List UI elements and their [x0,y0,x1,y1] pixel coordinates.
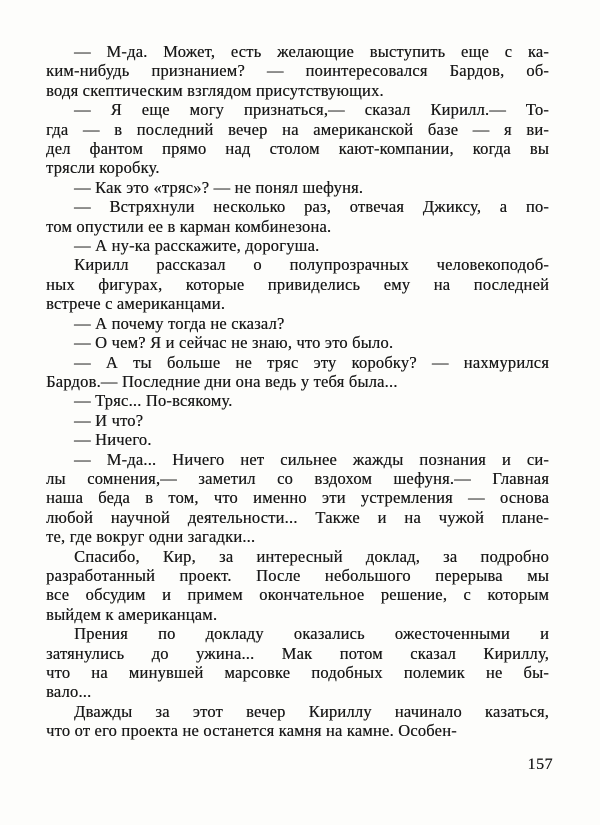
text-line: выйдем к американцам. [46,604,218,624]
text-line: что от его проекта не останется камня на камне. Особен- [46,721,457,741]
paragraph [46,624,549,702]
text-line: — Как это «тряс»? — не понял шефуня. [74,177,364,197]
text-line: — А ну-ка расскажите, дорогуша. [74,236,320,256]
text-line: водя скептическим взглядом присутствующих. [46,80,384,100]
paragraph [46,702,549,741]
text-line: те, где вокруг одни загадки... [46,527,256,547]
paragraph [46,430,549,449]
text-line: — М-да... Ничего нет сильнее жажды познания и си- [74,449,549,469]
paragraph [46,391,549,410]
paragraph [46,100,549,178]
text-line: — А почему тогда не сказал? [74,313,285,333]
paragraph [46,42,549,100]
text-line: затянулись до ужина... Мак потом сказал Кириллу, [46,643,549,663]
text-line: — О чем? Я и сейчас не знаю, что это было. [74,333,394,353]
text-line: лы сомнения,— заметил со вздохом шефуня.— Главная [46,468,549,488]
paragraph [46,236,549,255]
paragraph [46,547,549,625]
text-line: Кирилл рассказал о полупрозрачных человекоподоб- [74,255,549,275]
text-line: том опустили ее в карман комбинезона. [46,216,332,236]
paragraph [46,450,549,547]
text-line: Прения по докладу оказались ожесточенными и [74,624,549,644]
paragraph [46,197,549,236]
text-line: встрече с американцами. [46,294,226,314]
page-number: 157 [527,756,553,773]
text-line: наша беда в том, что именно эти устремления — основа [46,488,549,508]
text-line: — Ничего. [74,430,152,450]
paragraph [46,178,549,197]
paragraph [46,411,549,430]
paragraph [46,255,549,313]
text-line: — Я еще могу признаться,— сказал Кирилл.— То- [74,100,549,120]
paragraph [46,314,549,333]
text-line: вало... [46,682,92,702]
text-line: что на минувшей марсовке подобных полемик не бы- [46,663,549,682]
text-line: трясли коробку. [46,158,160,178]
text-line: все обсудим и примем окончательное решение, с которым [46,585,549,605]
page-text-block [46,42,549,741]
text-line: Дважды за этот вечер Кириллу начинало казаться, [74,701,549,721]
text-line: — Тряс... По-всякому. [74,391,233,411]
paragraph [46,333,549,352]
text-line: — Встряхнули несколько раз, отвечая Джиксу, а по- [74,197,549,217]
text-line: дел фантом прямо над столом кают-компании, когда вы [46,139,549,159]
text-line: любой научной деятельности... Также и на чужой плане- [46,507,549,527]
text-line: гда — в последний вечер на американской базе — я ви- [46,119,549,139]
text-line: разработанный проект. После небольшого перерыва мы [46,565,549,585]
text-line: ким-нибудь признанием? — поинтересовался Бардов, об- [46,61,549,81]
text-line: — И что? [74,410,144,430]
paragraph [46,353,549,392]
text-line: — М-да. Может, есть желающие выступить еще с ка- [74,42,549,61]
text-line: Бардов.— Последние дни она ведь у тебя была... [46,371,398,391]
text-line: ных фигурах, которые привиделись ему на последней [46,274,549,294]
text-line: — А ты больше не тряс эту коробку? — нахмурился [74,352,549,372]
text-line: Спасибо, Кир, за интересный доклад, за подробно [74,546,549,566]
